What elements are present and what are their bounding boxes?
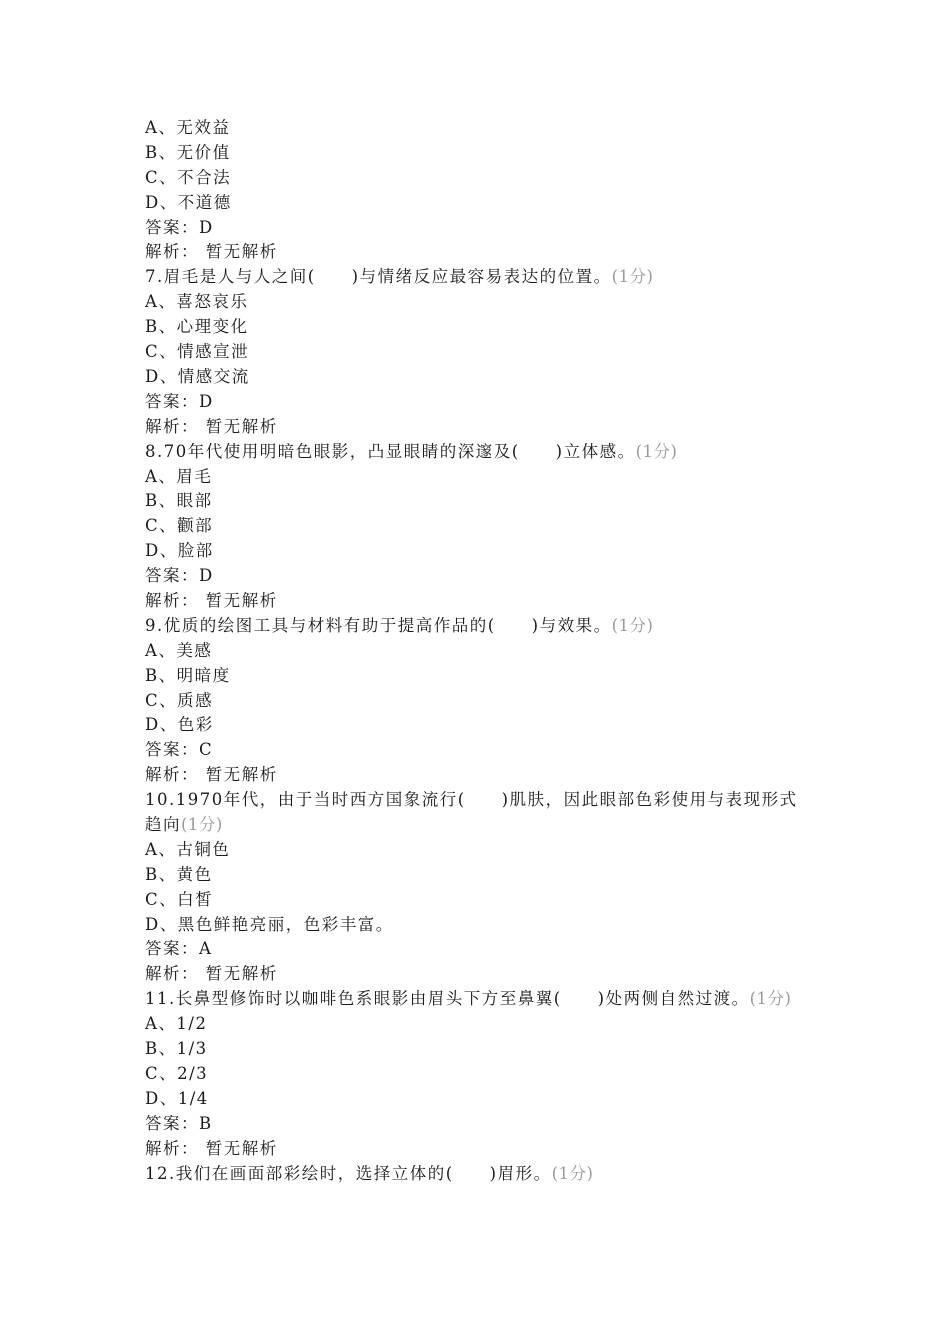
option-a: A、古铜色 [145,839,231,859]
option-d: D、脸部 [145,541,214,561]
score: (1分) [611,615,654,635]
option-c: C、白皙 [145,889,214,909]
analysis: 解析： 暂无解析 [145,242,278,262]
option-b: B、心理变化 [145,317,249,337]
answer: 答案：D [145,391,214,411]
score: (1分) [749,989,792,1009]
option-b: B、黄色 [145,864,213,884]
option-b: B、1/3 [145,1039,208,1059]
option-c: C、颧部 [145,516,214,536]
option-b: B、无价值 [145,142,231,162]
answer: 答案：C [145,740,214,760]
question-11 [145,987,815,1161]
question-text [145,614,815,639]
option-d: D、色彩 [145,715,214,735]
question-8 [145,440,815,614]
option-d: D、黑色鲜艳亮丽，色彩丰富。 [145,914,394,934]
answer: 答案：D [145,217,214,237]
question-7 [145,265,815,439]
analysis: 解析： 暂无解析 [145,964,278,984]
score: (1分) [181,815,223,834]
question-9 [145,614,815,788]
option-d: D、不道德 [145,192,232,212]
question-text [145,265,815,290]
option-d: D、1/4 [145,1088,209,1108]
option-b: B、明暗度 [145,665,231,685]
option-a: A、1/2 [145,1014,208,1034]
option-c: C、2/3 [145,1063,209,1083]
analysis: 解析： 暂无解析 [145,765,278,785]
question-text [145,987,815,1012]
question-text [145,1162,815,1187]
question-12 [145,1162,815,1187]
answer: 答案：D [145,566,214,586]
score: (1分) [551,1163,594,1183]
score: (1分) [635,441,678,461]
question-stem: 9.优质的绘图工具与材料有助于提高作品的( )与效果。 [145,615,612,635]
answer: 答案：A [145,939,213,959]
question-10 [145,788,815,987]
analysis: 解析： 暂无解析 [145,590,278,610]
answer: 答案：B [145,1113,213,1133]
option-a: A、美感 [145,640,213,660]
question-6-tail [145,116,815,265]
option-c: C、不合法 [145,167,232,187]
question-text [145,440,815,465]
question-stem: 12.我们在画面部彩绘时，选择立体的( )眉形。 [145,1163,552,1183]
score: (1分) [611,267,654,287]
question-stem: 11.长鼻型修饰时以咖啡色系眼影由眉头下方至鼻翼( )处两侧自然过渡。 [145,989,750,1009]
option-c: C、质感 [145,690,214,710]
option-a: A、无效益 [145,118,231,137]
option-c: C、情感宣泄 [145,342,250,362]
question-text [145,788,815,838]
document-page [145,116,815,1186]
option-d: D、情感交流 [145,366,250,386]
question-stem: 10.1970年代，由于当时西方国象流行( )肌肤，因此眼部色彩使用与表现形式趋向 [145,790,798,834]
option-a: A、眉毛 [145,466,213,486]
option-a: A、喜怒哀乐 [145,292,249,312]
question-stem: 8.70年代使用明暗色眼影，凸显眼睛的深邃及( )立体感。 [145,441,636,461]
analysis: 解析： 暂无解析 [145,1138,278,1158]
analysis: 解析： 暂无解析 [145,416,278,436]
question-stem: 7.眉毛是人与人之间( )与情绪反应最容易表达的位置。 [145,267,612,287]
option-b: B、眼部 [145,491,213,511]
